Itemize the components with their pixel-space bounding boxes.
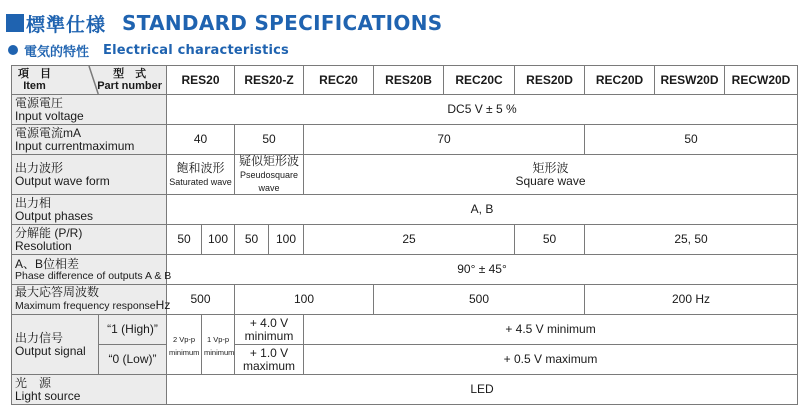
row-label [12,255,172,285]
table-cell: 100 [269,225,304,255]
row-label [12,155,167,195]
vpp-value: 1 Vp-p [206,334,230,344]
table-cell: A, B [167,195,798,225]
table-cell [304,155,798,195]
table-cell: 500 [374,285,585,315]
model-header: RES20B [374,66,444,95]
table-cell: 50 [515,225,585,255]
model-header: RES20D [515,66,585,95]
model-header: REC20D [585,66,655,95]
vpp-qualifier: minimum [169,347,200,357]
page-title [6,7,442,39]
label-jp: 電源電流 [15,125,64,140]
label-en: Phase difference of outputs A & B [15,270,172,282]
table-cell [167,315,202,375]
vpp-qualifier: minimum [204,347,235,357]
corner-part-en: Part number [97,80,162,92]
wave-en: Square wave [515,173,586,188]
table-cell: 70 [304,125,585,155]
table-cell: LED [167,375,798,405]
table-cell: 25 [304,225,515,255]
label-en: Output phases [15,208,94,223]
table-cell: + 4.5 V minimum [304,315,798,345]
table-cell [235,315,304,345]
bullet-dot-icon [8,45,18,55]
wave-en: Pseudosquare wave [239,170,299,193]
table-row [12,345,798,375]
high-value: + 4.0 V [249,315,289,330]
label-en: Maximum frequency response [15,300,156,312]
table-row [12,375,798,405]
label-jp: A、B位相差 [15,257,80,271]
corner-part [97,68,162,92]
label-jp: 出力相 [15,195,52,210]
corner-cell [12,66,167,95]
table-cell: 25, 50 [585,225,798,255]
model-header: RES20 [167,66,235,95]
label-en: Input voltage [15,108,84,123]
table-cell [235,155,304,195]
subtitle-en: Electrical characteristics [103,42,289,58]
wave-jp: 矩形波 [532,160,569,175]
corner-item-en: Item [23,80,46,92]
label-en: Input current [15,138,83,153]
row-label [12,225,167,255]
label-en-line [15,298,171,313]
label-en: Resolution [15,238,72,253]
label-en: Light source [15,388,81,403]
table-cell: 200 Hz [585,285,798,315]
model-header: REC20 [304,66,374,95]
table-row [12,155,798,195]
table-cell: 50 [167,225,202,255]
wave-jp: 疑似矩形波 [239,154,300,168]
label-jp: 出力信号 [15,330,64,345]
wave-jp: 飽和波形 [176,160,225,175]
wave-en: Saturated wave [169,176,232,187]
high-qualifier: minimum [244,328,294,343]
table-cell: 100 [235,285,374,315]
table-cell: 50 [235,125,304,155]
table-header-row [12,66,798,95]
table-cell: 500 [167,285,235,315]
table-row [12,225,798,255]
title-square-icon [6,14,24,32]
label-jp: 分解能 (P/R) [15,225,83,240]
table-row [12,255,798,285]
table-row [12,125,798,155]
model-header: RES20-Z [235,66,304,95]
table-row [12,315,798,345]
table-cell: 100 [202,225,235,255]
signal-low-label: “0 (Low)” [99,345,167,375]
label-jp: 光 源 [15,375,52,390]
row-label [12,285,171,315]
corner-part-jp: 型 式 [113,68,147,80]
low-qualifier: maximum [243,358,296,373]
label-jp: 電源電圧 [15,95,64,110]
table-cell: DC5 V ± 5 % [167,95,798,125]
row-label [12,195,167,225]
unit-label: Hz [155,298,171,312]
table-cell [167,155,235,195]
table-cell: + 0.5 V maximum [304,345,798,375]
label-jp: 最大応答周波数 [15,285,100,299]
row-label [12,125,167,155]
section-subtitle [8,40,289,60]
spec-table [11,65,798,405]
low-value: + 1.0 V [249,345,289,360]
subtitle-jp: 電気的特性 [24,44,90,60]
title-jp: 標準仕様 [26,13,107,36]
model-header: RECW20D [725,66,798,95]
label-jp: 出力波形 [15,160,64,175]
title-en: STANDARD SPECIFICATIONS [122,11,443,35]
signal-high-label: “1 (High)” [99,315,167,345]
table-row [12,95,798,125]
model-header: RESW20D [655,66,725,95]
label-en-line [15,140,164,153]
corner-item-jp: 項 目 [18,68,51,80]
table-cell: 50 [235,225,269,255]
table-cell: 40 [167,125,235,155]
table-cell [202,315,235,375]
corner-item [18,68,51,92]
row-label [12,95,167,125]
table-cell [235,345,304,375]
label-en: Output wave form [15,173,110,188]
vpp-value: 2 Vp-p [172,334,196,344]
table-row [12,195,798,225]
model-header: REC20C [444,66,515,95]
unit-label: mA [63,125,82,140]
table-cell: 50 [585,125,798,155]
row-label [12,315,99,375]
row-label [12,375,167,405]
label-en: Output signal [15,343,86,358]
table-cell: 90° ± 45° [167,255,798,285]
table-row [12,285,798,315]
unit-qualifier: maximum [82,138,135,153]
